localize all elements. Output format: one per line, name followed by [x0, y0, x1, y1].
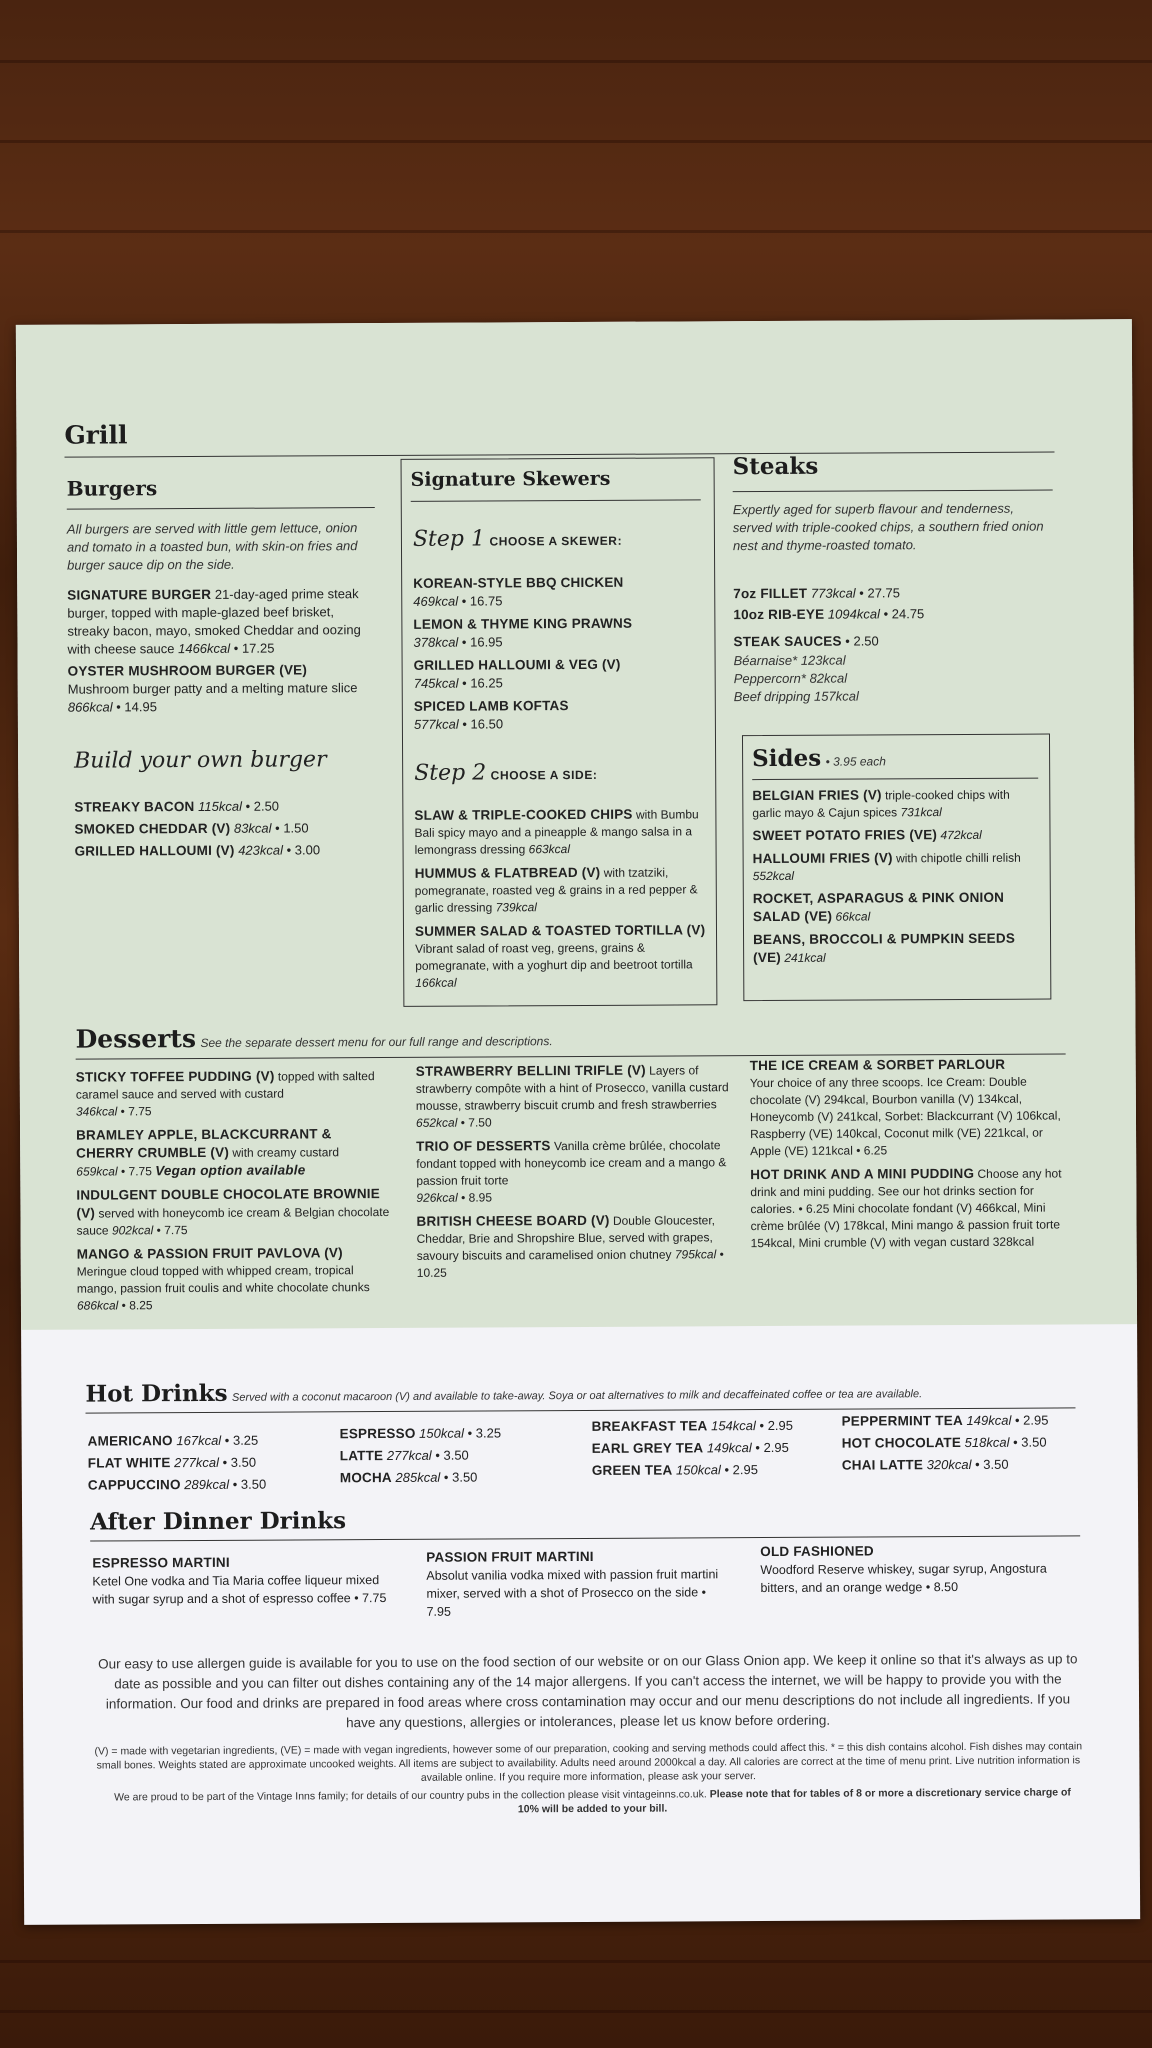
item-kcal: 149kcal: [966, 1412, 1012, 1428]
dessert-item: MANGO & PASSION FRUIT PAVLOVA (V) Meringue cloud topped with whipped cream, tropical mango, passion fruit coulis and white chocolate chunks 686kcal • 8.25: [76, 1245, 370, 1313]
item-name: MOCHA: [339, 1469, 392, 1486]
vegan-note: Vegan option available: [155, 1162, 306, 1179]
item-kcal: 795kcal: [674, 1247, 717, 1262]
item-price: 2.95: [1023, 1412, 1049, 1428]
item-kcal: 320kcal: [926, 1456, 972, 1473]
item-price: 7.75: [128, 1104, 152, 1119]
item-price: 16.75: [469, 593, 503, 609]
item-kcal: 289kcal: [184, 1476, 230, 1493]
item-price: 16.50: [470, 716, 504, 732]
item-name: THE ICE CREAM & SORBET PARLOUR: [749, 1056, 1006, 1074]
allergen-info: Our easy to use allergen guide is available for you to use on the food section of our website or on our Glass Onion app. We keep it online so that it's always as up to date as possible and you can filter out dishes containing any of the 14 major allergens. If you can't access the internet, we will be happy to provide you with the information. Our food and drinks are prepared in food areas where cross contamination may occur and our menu descriptions do not include all ingredients. If you have any questions, allergies or intolerances, please let us know before ordering.: [98, 1651, 1078, 1731]
item-name: BRAMLEY APPLE, BLACKCURRANT & CHERRY CRUMBLE (V): [76, 1126, 332, 1161]
item-kcal: 731kcal: [900, 805, 942, 820]
item-kcal: 277kcal: [386, 1447, 432, 1464]
item-kcal: 115kcal: [198, 798, 242, 814]
item-kcal: 745kcal: [413, 675, 459, 691]
step-label: CHOOSE A SKEWER:: [489, 533, 623, 549]
sides-heading: Sides • 3.95 each: [752, 744, 886, 773]
item-name: HUMMUS & FLATBREAD (V): [414, 864, 601, 881]
item-desc: Mushroom burger patty and a melting mature slice: [67, 680, 358, 697]
family-text: We are proud to be part of the Vintage Inns family; for details of our country pubs in the collection please visit vintageinns.co.uk.: [114, 1788, 707, 1804]
item-name: SLAW & TRIPLE-COOKED CHIPS: [414, 806, 633, 823]
item-desc: Double Gloucester, Cheddar, Brie and Shropshire Blue, served with grapes, savoury biscuits and caramelised onion chutney: [416, 1213, 716, 1263]
item-desc: triple-cooked chips with garlic mayo & Cajun spices: [752, 787, 1010, 821]
item-price: 8.25: [129, 1298, 153, 1313]
hot-drinks-col: [340, 1422, 580, 1489]
build-items: [74, 795, 384, 863]
item-desc: Layers of strawberry compôte with a hint of Prosecco, vanilla custard mousse, strawberry biscuit crumb and fresh strawberries: [415, 1063, 729, 1113]
hot-drinks-col: [592, 1415, 832, 1482]
item-desc: 21-day-aged prime steak burger, topped with maple-glazed beef brisket, streaky bacon, mayo, smoked Cheddar and oozing with cheese sauce: [67, 586, 361, 657]
item-name: ESPRESSO: [339, 1425, 416, 1442]
item-kcal: 686kcal: [76, 1298, 119, 1313]
wood-grain: [0, 1960, 1152, 1963]
family-note: [107, 1785, 1077, 1818]
side-item: [752, 786, 1040, 823]
steak-item: 10oz RIB-EYE 1094kcal • 24.75: [733, 606, 925, 623]
item-price: 3.25: [232, 1432, 259, 1448]
item-price: 2.95: [767, 1417, 794, 1434]
menu-sheet: [16, 319, 1140, 1925]
item-kcal: 346kcal: [75, 1104, 118, 1119]
item-price: 24.75: [891, 606, 925, 622]
item-price: 3.50: [443, 1447, 469, 1463]
item-name: BEANS, BROCCOLI & PUMPKIN SEEDS (VE): [753, 930, 1016, 966]
skewer-item: KOREAN-STYLE BBQ CHICKEN 469kcal • 16.75: [413, 574, 624, 609]
item-name: ROCKET, ASPARAGUS & PINK ONION SALAD (VE): [752, 889, 1005, 925]
item-kcal: 241kcal: [784, 950, 826, 965]
item-price: 1.50: [283, 820, 309, 836]
item-desc: Your choice of any three scoops. Ice Cream: Double chocolate (V) 294kcal, Bourbon vanilla (V) 134kcal, Honeycomb (V) 241kcal, Sorbet: Blackcurrant (V) 106kcal, Raspberry (VE) 140kcal, Coconut milk (VE) 221kcal, or Apple (VE) 121kcal • 6.25: [749, 1074, 1061, 1159]
step1-items: [413, 573, 704, 734]
item-desc: Ketel One vodka and Tia Maria coffee liqueur mixed with sugar syrup and a shot of espresso coffee: [92, 1573, 380, 1607]
item-kcal: 150kcal: [419, 1425, 464, 1441]
drink-item: CHAI LATTE 320kcal • 3.50: [841, 1456, 1009, 1473]
item-kcal: 166kcal: [415, 975, 457, 990]
item-kcal: 378kcal: [413, 634, 459, 650]
item-name: INDULGENT DOUBLE CHOCOLATE BROWNIE (V): [76, 1186, 380, 1221]
sides-note: 3.95 each: [833, 754, 886, 769]
item-name: STEAK SAUCES: [733, 633, 842, 650]
steaks-intro: Expertly aged for superb flavour and tenderness, served with triple-cooked chips, a southern fried onion nest and thyme-roasted tomato.: [732, 500, 1044, 554]
item-name: AMERICANO: [87, 1433, 173, 1449]
item-name: CAPPUCCINO: [87, 1477, 181, 1493]
dessert-item: STICKY TOFFEE PUDDING (V) topped with salted caramel sauce and served with custard 346kcal • 7.75: [75, 1068, 375, 1119]
item-kcal: 149kcal: [706, 1440, 752, 1456]
item-desc: Absolut vanilia vodka mixed with passion fruit martini mixer, served with a shot of Prosecco on the side: [426, 1567, 719, 1601]
item-kcal: 66kcal: [835, 909, 871, 924]
divider: [90, 1535, 1080, 1541]
desserts-note: See the separate dessert menu for our full range and descriptions.: [200, 1034, 553, 1050]
item-kcal: 518kcal: [964, 1434, 1010, 1450]
item-name: KOREAN-STYLE BBQ CHICKEN: [413, 574, 624, 591]
hot-drinks-title: Hot Drinks: [85, 1379, 228, 1408]
after-dinner-item: OLD FASHIONED Woodford Reserve whiskey, sugar syrup, Angostura bitters, and an orange wedge • 8.50: [760, 1543, 1047, 1596]
item-name: STICKY TOFFEE PUDDING (V): [75, 1068, 275, 1085]
item-price: 16.25: [470, 675, 503, 691]
item-desc: Woodford Reserve whiskey, sugar syrup, Angostura bitters, and an orange wedge: [760, 1561, 1047, 1596]
item-name: SIGNATURE BURGER: [67, 586, 212, 603]
wood-grain: [0, 2010, 1152, 2013]
item-name: OYSTER MUSHROOM BURGER (VE): [67, 662, 308, 679]
item-desc: with chipotle chilli relish: [896, 850, 1021, 866]
item-desc: with Bumbu Bali spicy mayo and a pineapple & mango salsa in a lemongrass dressing: [414, 807, 699, 857]
item-name: STREAKY BACON: [74, 799, 195, 815]
item-kcal: 659kcal: [76, 1164, 118, 1179]
step-script: Step 1: [412, 526, 486, 552]
side-item: [753, 849, 1041, 886]
item-kcal: 926kcal: [416, 1190, 458, 1205]
step-label: CHOOSE A SIDE:: [490, 767, 598, 783]
item-kcal: 285kcal: [395, 1469, 441, 1485]
side-choice: [415, 863, 707, 917]
item-desc: topped with salted caramel sauce and served with custard: [75, 1069, 375, 1102]
build-item: SMOKED CHEDDAR (V) 83kcal • 1.50: [74, 820, 309, 837]
item-price: 3.25: [475, 1425, 502, 1441]
build-item: GRILLED HALLOUMI (V) 423kcal • 3.00: [74, 842, 321, 859]
side-item: [752, 826, 1040, 846]
desserts-col1: [76, 1067, 393, 1315]
item-price: 3.50: [1021, 1434, 1047, 1450]
item-price: 2.95: [763, 1439, 789, 1456]
drink-item: MOCHA 285kcal • 3.50: [339, 1469, 478, 1486]
step1-heading: [413, 526, 622, 552]
item-price: 7.95: [426, 1604, 451, 1619]
item-name: SMOKED CHEDDAR (V): [74, 820, 231, 837]
item-name: BRITISH CHEESE BOARD (V): [416, 1212, 610, 1229]
sauce-item: Beef dripping 157kcal: [733, 688, 859, 705]
wood-grain: [0, 60, 1152, 63]
item-kcal: 552kcal: [752, 868, 795, 884]
step2-items: [414, 805, 707, 992]
sauce-item: Béarnaise* 123kcal: [733, 652, 846, 669]
hot-drinks-col: [842, 1409, 1092, 1476]
item-name: BREAKFAST TEA: [591, 1418, 708, 1434]
item-price: 7.50: [468, 1115, 492, 1130]
steak-item: 7oz FILLET 773kcal • 27.75: [733, 585, 901, 602]
steak-items: [733, 582, 1054, 707]
item-name: MANGO & PASSION FRUIT PAVLOVA (V): [76, 1245, 343, 1262]
item-price: 3.50: [983, 1456, 1009, 1472]
drink-item: GREEN TEA 150kcal • 2.95: [591, 1462, 758, 1478]
build-item: STREAKY BACON 115kcal • 2.50: [74, 798, 280, 815]
item-kcal: 773kcal: [810, 585, 856, 601]
item-kcal: 167kcal: [176, 1432, 222, 1449]
item-kcal: 1094kcal: [827, 606, 880, 622]
build-your-own-title: Build your own burger: [74, 747, 327, 774]
item-price: 17.25: [241, 640, 275, 656]
item-name: LEMON & THYME KING PRAWNS: [413, 615, 633, 632]
item-price: 16.95: [470, 634, 503, 650]
after-dinner-title: After Dinner Drinks: [90, 1507, 347, 1536]
item-name: OLD FASHIONED: [760, 1543, 874, 1560]
item-name: HOT DRINK AND A MINI PUDDING: [750, 1165, 975, 1183]
item-kcal: 577kcal: [413, 716, 459, 732]
skewer-item: GRILLED HALLOUMI & VEG (V) 745kcal • 16.25: [413, 656, 621, 691]
item-name: BELGIAN FRIES (V): [752, 787, 882, 804]
item-price: 8.50: [933, 1580, 959, 1595]
step2-heading: [414, 760, 597, 786]
item-price: 8.95: [468, 1190, 493, 1205]
item-price: 10.25: [416, 1265, 447, 1280]
sides-title: Sides: [752, 744, 822, 773]
item-kcal: 154kcal: [711, 1418, 756, 1434]
item-kcal: 423kcal: [238, 842, 284, 858]
hot-drinks-col: [88, 1429, 328, 1496]
grill-title: Grill: [64, 420, 128, 450]
item-price: 2.50: [253, 798, 280, 814]
drink-item: PEPPERMINT TEA 149kcal • 2.95: [841, 1412, 1049, 1429]
burger-item: OYSTER MUSHROOM BURGER (VE) Mushroom burger patty and a melting mature slice 866kcal • 14.95: [67, 662, 358, 715]
sauce-list: [734, 651, 1054, 707]
item-kcal: 866kcal: [67, 699, 113, 715]
skewers-title: Signature Skewers: [410, 467, 611, 491]
item-kcal: 902kcal: [111, 1223, 154, 1238]
after-dinner-item: ESPRESSO MARTINI Ketel One vodka and Tia Maria coffee liqueur mixed with sugar syrup and a shot of espresso coffee • 7.75: [92, 1554, 387, 1607]
item-price: 3.00: [294, 842, 321, 858]
drink-item: EARL GREY TEA 149kcal • 2.95: [591, 1439, 789, 1456]
hot-drinks-heading: [85, 1375, 1085, 1407]
item-kcal: 469kcal: [413, 593, 459, 609]
drink-item: FLAT WHITE 277kcal • 3.50: [87, 1454, 257, 1471]
item-kcal: 739kcal: [495, 900, 538, 915]
item-kcal: 1466kcal: [178, 640, 231, 657]
item-price: 3.50: [452, 1469, 478, 1485]
skewer-item: LEMON & THYME KING PRAWNS 378kcal • 16.95: [413, 615, 633, 650]
side-item: [753, 930, 1041, 968]
item-desc: Meringue cloud topped with whipped cream, tropical mango, passion fruit coulis and white chocolate chunks: [76, 1263, 370, 1296]
item-name: 7oz FILLET: [733, 585, 808, 602]
item-price: 2.95: [732, 1462, 758, 1478]
item-name: GREEN TEA: [591, 1462, 673, 1478]
item-kcal: 150kcal: [675, 1462, 721, 1478]
drink-item: BREAKFAST TEA 154kcal • 2.95: [591, 1417, 794, 1434]
side-choice: [414, 805, 706, 859]
legal-note: (V) = made with vegetarian ingredients, (VE) = made with vegan ingredients, however some of our preparation, cooking and serving methods could affect this. * = this dish contains alcohol. Fish dishes may contain small bones. Weights stated are approximate uncooked weights. All items are subject to availability. Adults need around 2000kcal a day. All calories are correct at the time of menu print. Live nutrition information is available online. If you require more information, please ask your server.: [94, 1740, 1083, 1784]
item-price: 7.75: [362, 1591, 387, 1606]
item-name: SPICED LAMB KOFTAS: [413, 698, 569, 714]
item-name: 10oz RIB-EYE: [733, 606, 825, 623]
dessert-item: INDULGENT DOUBLE CHOCOLATE BROWNIE (V) served with honeycomb ice cream & Belgian chocolate sauce 902kcal • 7.75: [76, 1186, 390, 1238]
item-name: FLAT WHITE: [87, 1455, 171, 1471]
dessert-item: [750, 1164, 1070, 1252]
steak-sauces: STEAK SAUCES • 2.50: [733, 633, 879, 650]
drink-item: LATTE 277kcal • 3.50: [339, 1447, 469, 1464]
dessert-item: BRITISH CHEESE BOARD (V) Double Gloucester, Cheddar, Brie and Shropshire Blue, served with grapes, savoury biscuits and caramelised onion chutney 795kcal • 10.25: [416, 1212, 724, 1280]
side-item: [753, 889, 1041, 927]
item-kcal: 277kcal: [174, 1454, 219, 1471]
side-choice: [415, 921, 707, 992]
drink-item: HOT CHOCOLATE 518kcal • 3.50: [841, 1434, 1047, 1451]
desserts-heading: [75, 1022, 552, 1053]
dessert-item: [750, 1055, 1071, 1160]
burger-item: SIGNATURE BURGER 21-day-aged prime steak burger, topped with maple-glazed beef brisket, streaky bacon, mayo, smoked Cheddar and oozing with cheese sauce 1466kcal • 17.25: [67, 586, 361, 657]
item-desc: served with honeycomb ice cream & Belgian chocolate sauce: [76, 1204, 390, 1238]
item-name: PEPPERMINT TEA: [841, 1412, 963, 1429]
hot-drinks-note: Served with a coconut macaroon (V) and available to take-away. Soya or oat alternatives to milk and decaffeinated coffee or tea are available.: [231, 1388, 923, 1404]
desserts-title: Desserts: [75, 1023, 197, 1054]
item-name: GRILLED HALLOUMI (V): [74, 842, 235, 859]
item-price: 7.75: [164, 1223, 188, 1238]
desserts-col3: [750, 1055, 1071, 1252]
wood-grain: [0, 230, 1152, 233]
item-price: 3.50: [230, 1454, 257, 1470]
item-kcal: 83kcal: [233, 820, 272, 836]
burgers-title: Burgers: [66, 476, 158, 501]
item-name: SUMMER SALAD & TOASTED TORTILLA (V): [414, 922, 706, 939]
dessert-item: TRIO OF DESSERTS Vanilla crème brûlée, chocolate fondant topped with honeycomb ice cream and a mango & passion fruit torte 926kcal • 8.95: [416, 1138, 727, 1205]
item-desc: Vibrant salad of roast veg, greens, grains & pomegranate, with a yoghurt dip and beetroot tortilla: [415, 940, 693, 973]
item-name: SWEET POTATO FRIES (VE): [752, 827, 938, 844]
item-kcal: 652kcal: [415, 1115, 458, 1130]
sauce-item: Peppercorn* 82kcal: [733, 670, 848, 687]
item-kcal: 472kcal: [940, 827, 982, 843]
drink-item: CAPPUCCINO 289kcal • 3.50: [87, 1476, 267, 1493]
dessert-item: BRAMLEY APPLE, BLACKCURRANT & CHERRY CRUMBLE (V) with creamy custard 659kcal • 7.75 Vegan option available: [76, 1126, 340, 1179]
item-desc: Vanilla crème brûlée, chocolate fondant topped with honeycomb ice cream and a mango & passion fruit torte: [416, 1138, 727, 1188]
item-name: HALLOUMI FRIES (V): [752, 850, 893, 867]
service-charge-note: Please note that for tables of 8 or more a discretionary service charge of 10% will be added to your bill.: [517, 1786, 1071, 1816]
item-price: 7.75: [128, 1164, 152, 1179]
item-name: LATTE: [339, 1448, 384, 1464]
sides-list: [752, 786, 1041, 968]
burgers-intro: All burgers are served with little gem lettuce, onion and tomato in a toasted bun, with skin-on fries and burger sauce dip on the side.: [66, 520, 358, 573]
item-name: TRIO OF DESSERTS: [416, 1138, 551, 1154]
skewer-item: SPICED LAMB KOFTAS 577kcal • 16.50: [413, 698, 569, 732]
item-price: 14.95: [124, 699, 157, 715]
desserts-col2: [416, 1061, 735, 1282]
item-name: ESPRESSO MARTINI: [92, 1554, 230, 1571]
item-name: HOT CHOCOLATE: [841, 1434, 962, 1451]
drink-item: AMERICANO 167kcal • 3.25: [87, 1432, 259, 1449]
item-kcal: 663kcal: [528, 842, 571, 857]
wood-grain: [0, 140, 1152, 143]
item-price: 3.50: [240, 1476, 267, 1492]
item-desc: with creamy custard: [232, 1145, 340, 1160]
drink-item: ESPRESSO 150kcal • 3.25: [339, 1425, 502, 1442]
item-name: PASSION FRUIT MARTINI: [426, 1548, 594, 1565]
item-desc: Choose any hot drink and mini pudding. See our hot drinks section for calories. • 6.25 Mini chocolate fondant (V) 466kcal, Mini crème brûlée (V) 178kcal, Mini mango & passion fruit torte 154kcal, Mini crumble (V) with vegan custard 328kcal: [750, 1166, 1062, 1251]
steaks-title: Steaks: [732, 452, 819, 481]
dessert-item: STRAWBERRY BELLINI TRIFLE (V) Layers of strawberry compôte with a hint of Prosecco, vanilla custard mousse, strawberry biscuit crumb and fresh strawberries 652kcal • 7.50: [415, 1062, 729, 1130]
item-price: 2.50: [853, 633, 879, 649]
item-desc: with tzatziki, pomegranate, roasted veg & grains in a red pepper & garlic dressing: [414, 865, 698, 915]
item-name: EARL GREY TEA: [591, 1440, 704, 1456]
item-name: STRAWBERRY BELLINI TRIFLE (V): [415, 1062, 646, 1079]
after-dinner-item: PASSION FRUIT MARTINI Absolut vanilia vodka mixed with passion fruit martini mixer, served with a shot of Prosecco on the side • 7.95: [426, 1548, 719, 1619]
item-name: CHAI LATTE: [841, 1457, 924, 1473]
item-name: GRILLED HALLOUMI & VEG (V): [413, 656, 621, 673]
item-price: 27.75: [867, 585, 901, 601]
step-script: Step 2: [414, 760, 487, 786]
